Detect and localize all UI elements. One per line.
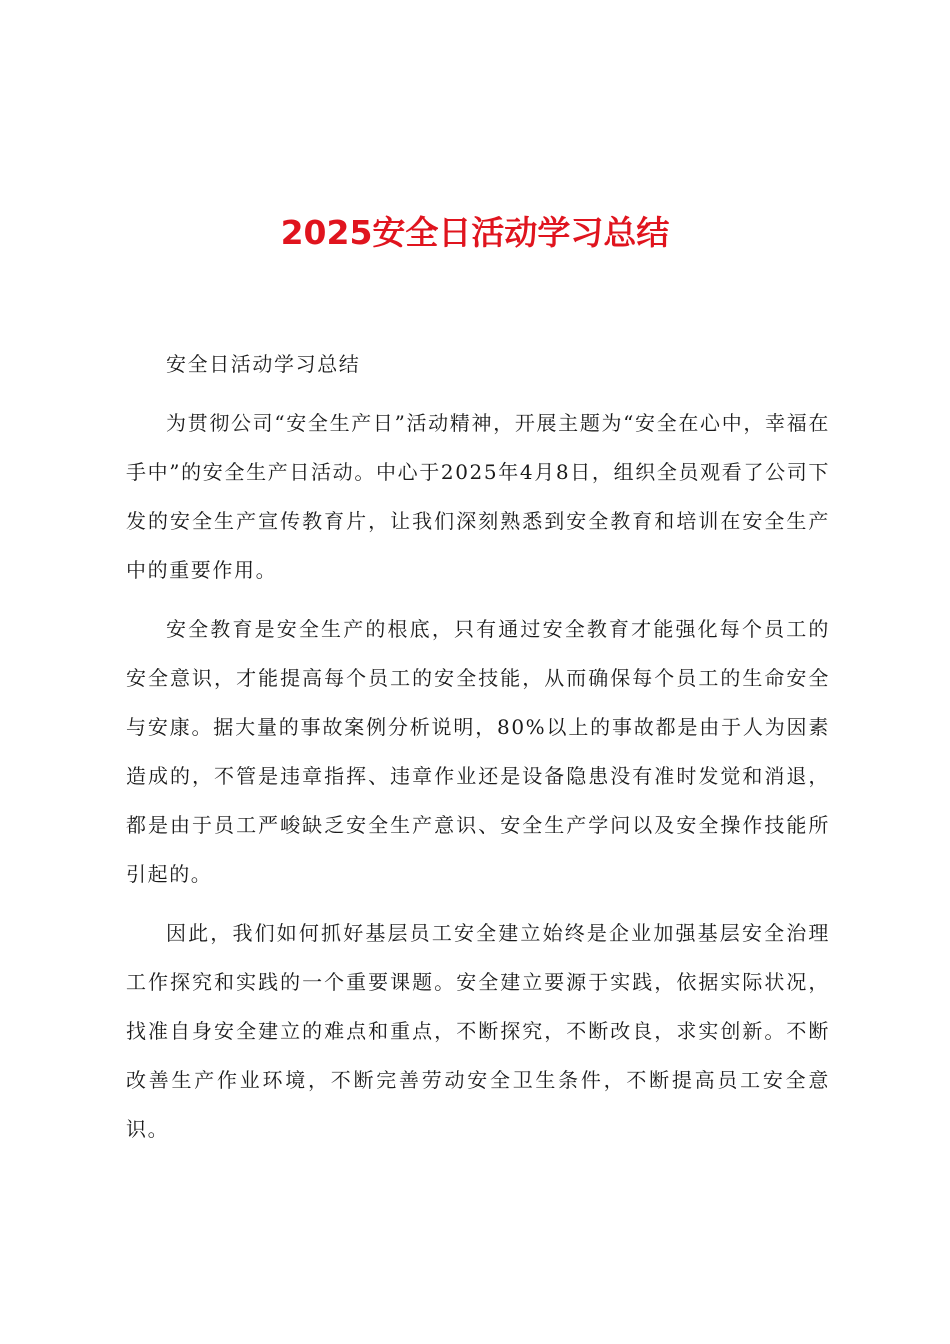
- paragraph-intro: 为贯彻公司“安全生产日”活动精神，开展主题为“安全在心中，幸福在手中”的安全生产日活动。中心于2025年4月8日，组织全员观看了公司下发的安全生产宣传教育片，让我们深刻熟悉到安全教育和培训在安全生产中的重要作用。: [126, 411, 830, 582]
- paragraph-education: 安全教育是安全生产的根底，只有通过安全教育才能强化每个员工的安全意识，才能提高每个员工的安全技能，从而确保每个员工的生命安全与安康。据大量的事故案例分析说明，80%以上的事故都是由于人为因素造成的，不管是违章指挥、违章作业还是设备隐患没有准时发觉和消退，都是由于员工严峻缺乏安全生产意识、安全生产学问以及安全操作技能所引起的。: [126, 617, 830, 886]
- document-title: 2025安全日活动学习总结: [280, 213, 670, 252]
- paragraph-subtitle: 安全日活动学习总结: [166, 352, 361, 376]
- paragraph-conclusion: 因此，我们如何抓好基层员工安全建立始终是企业加强基层安全治理工作探究和实践的一个重要课题。安全建立要源于实践，依据实际状况，找准自身安全建立的难点和重点，不断探究，不断改良，求实创新。不断改善生产作业环境，不断完善劳动安全卫生条件，不断提高员工安全意识。: [126, 921, 830, 1141]
- document-body: [126, 340, 830, 1164]
